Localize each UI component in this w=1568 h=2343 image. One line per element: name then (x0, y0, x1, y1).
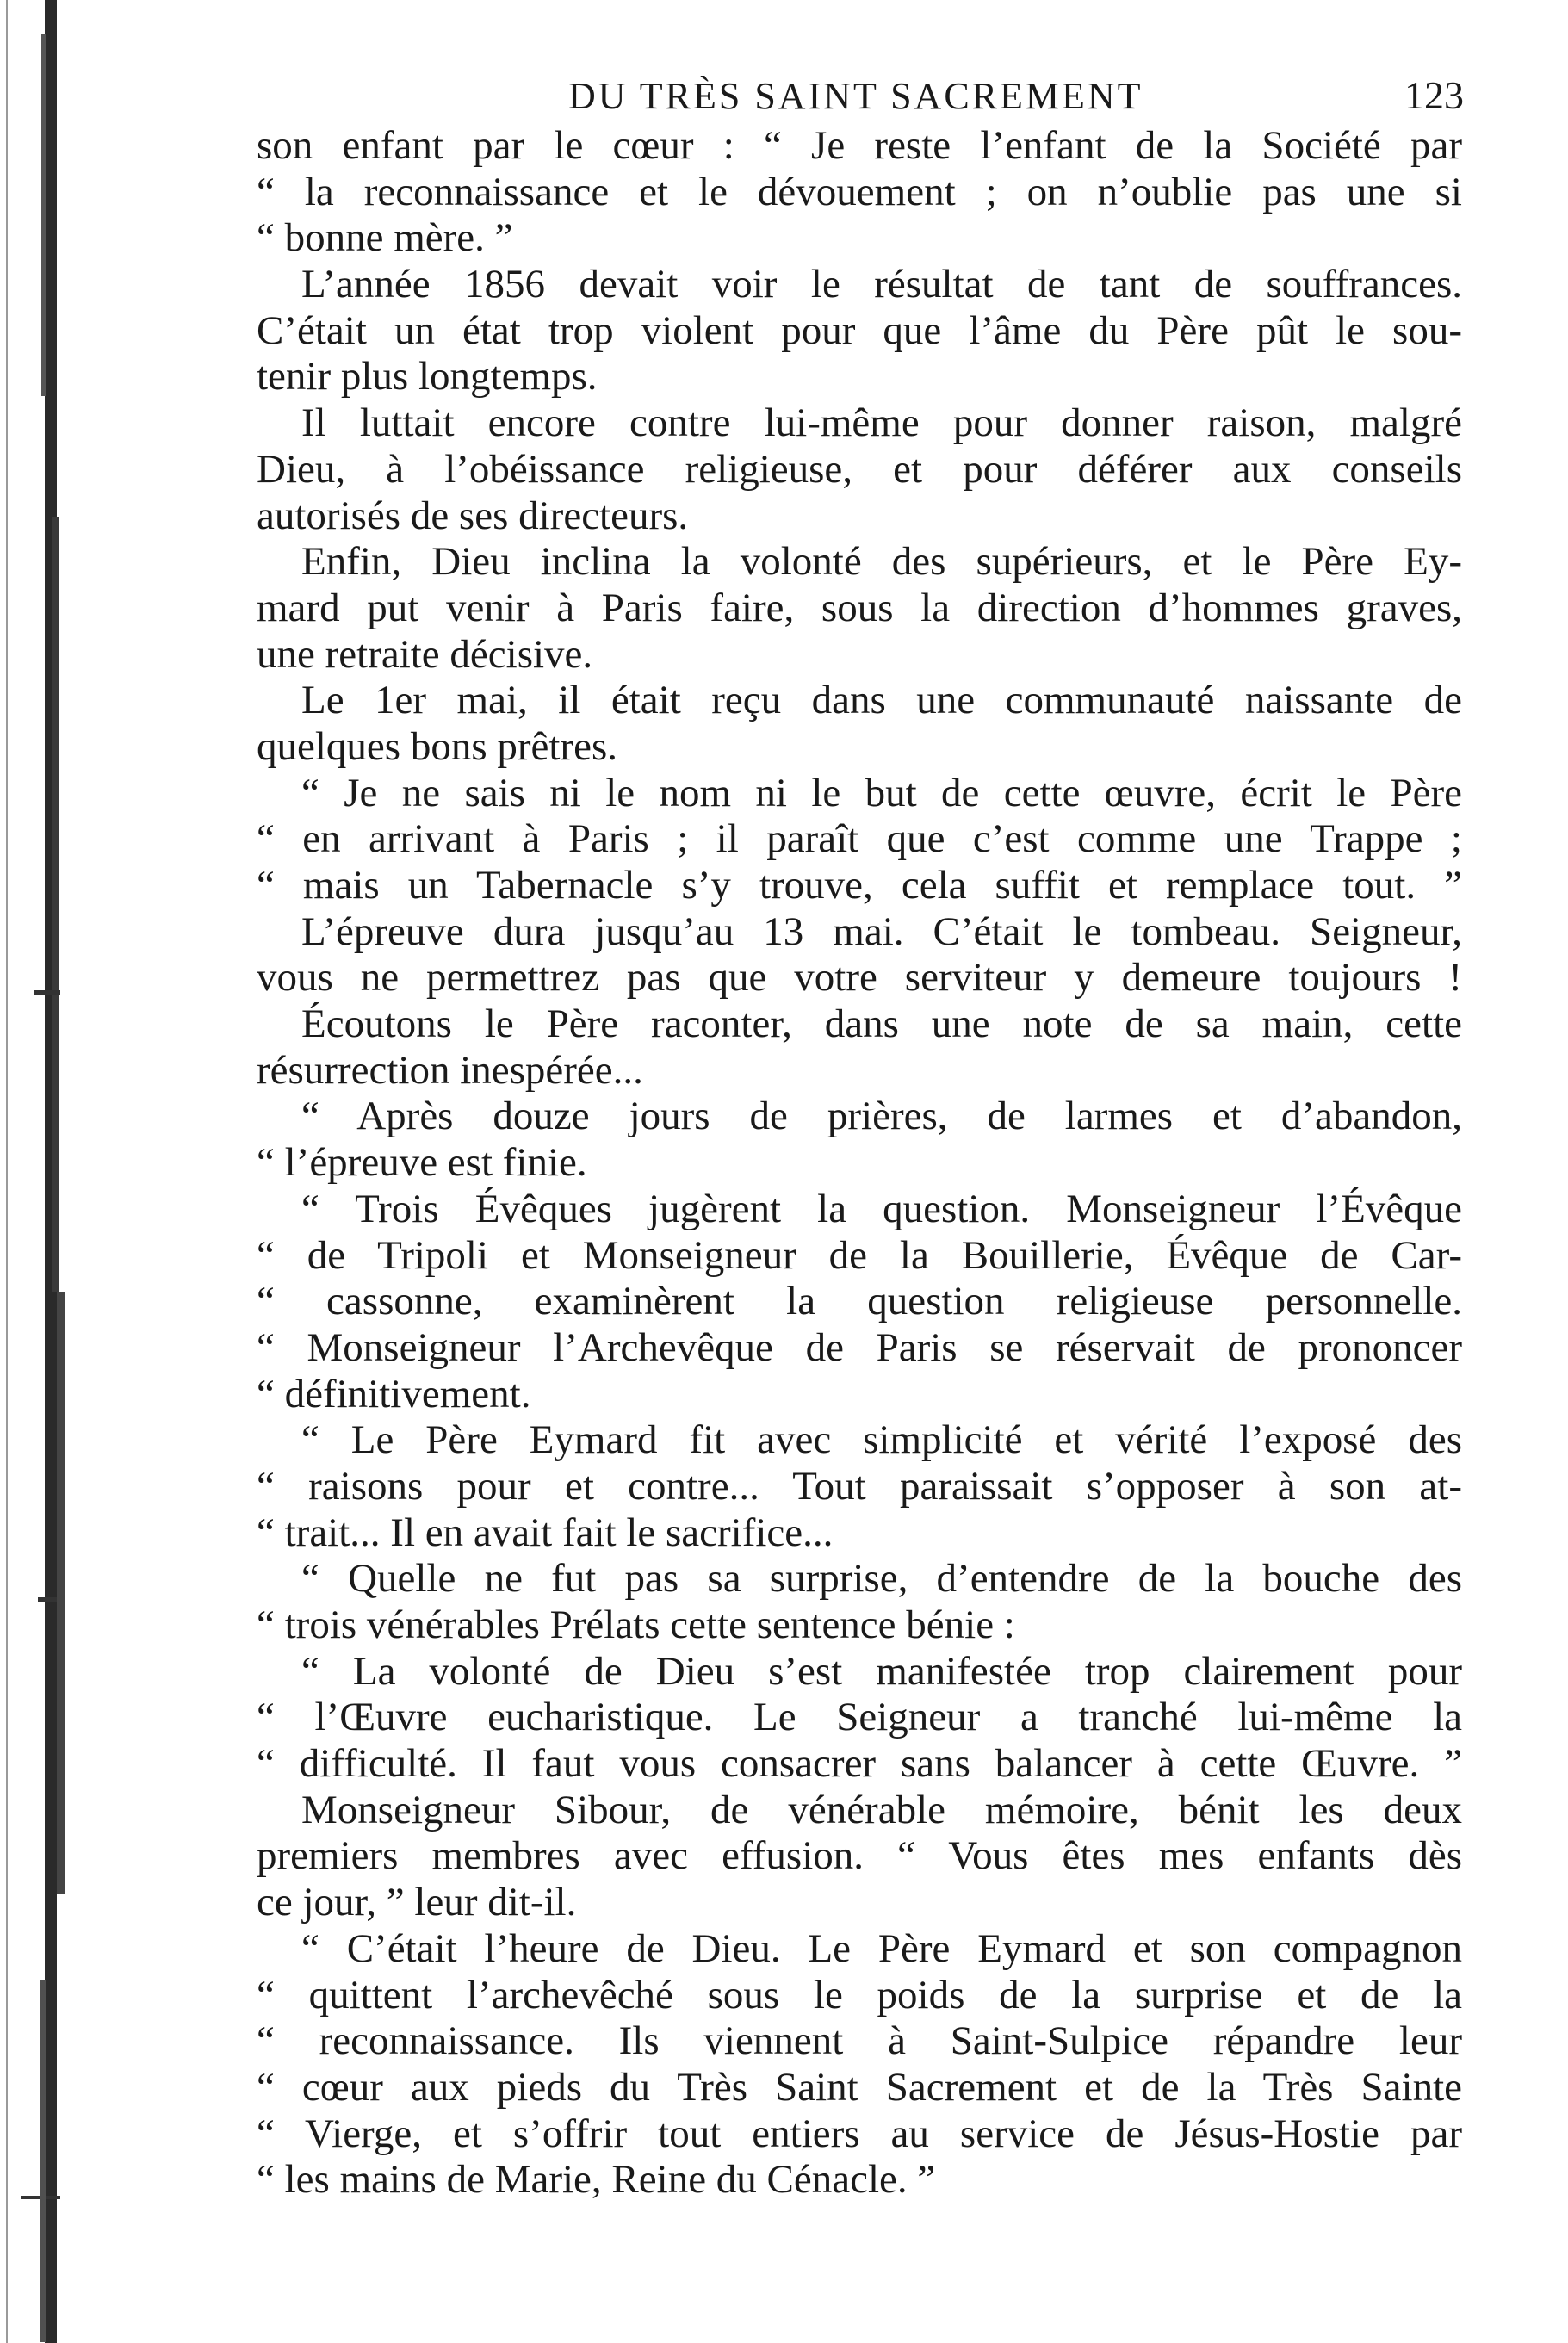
text-line: L’année 1856 devait voir le résultat de tant de souffrances. (301, 262, 1462, 307)
text-line: “ Monseigneur l’Archevêque de Paris se réservait de prononcer (257, 1324, 1462, 1370)
text-line: “ Après douze jours de prières, de larmes et d’abandon, (301, 1094, 1462, 1139)
text-line: tenir plus longtemps. (257, 354, 598, 400)
text-line: “ cassonne, examinèrent la question religieuse personnelle. (257, 1279, 1462, 1324)
text-line: “ C’était l’heure de Dieu. Le Père Eymard et son compagnon (301, 1925, 1462, 1971)
text-line: “ la reconnaissance et le dévouement ; on n’oublie pas une si (257, 169, 1462, 214)
text-line: “ difficulté. Il faut vous consacrer sans balancer à cette Œuvre. ” (257, 1741, 1462, 1787)
text-line: premiers membres avec effusion. “ Vous êtes mes enfants dès (257, 1833, 1462, 1879)
text-line: “ trait... Il en avait fait le sacrifice... (257, 1509, 834, 1555)
text-line: mard put venir à Paris faire, sous la direction d’hommes graves, (257, 585, 1462, 630)
text-line: “ quittent l’archevêché sous le poids de la surprise et de la (257, 1972, 1462, 2018)
text-line: “ l’Œuvre eucharistique. Le Seigneur a tranché lui-même la (257, 1695, 1462, 1740)
binding-edge (0, 0, 95, 2343)
text-line: ce jour, ” leur dit-il. (257, 1880, 577, 1925)
text-line: vous ne permettrez pas que votre serviteur y demeure toujours ! (257, 955, 1462, 1001)
text-line: “ La volonté de Dieu s’est manifestée trop clairement pour (301, 1648, 1462, 1694)
text-line: “ Trois Évêques jugèrent la question. Monseigneur l’Évêque (301, 1186, 1462, 1231)
text-line: “ en arrivant à Paris ; il paraît que c’est comme une Trappe ; (257, 816, 1462, 862)
text-line: “ Le Père Eymard fit avec simplicité et vérité l’exposé des (301, 1417, 1462, 1463)
text-line: son enfant par le cœur : “ Je reste l’enfant de la Société par (257, 123, 1462, 168)
text-line: “ trois vénérables Prélats cette sentence bénie : (257, 1602, 1015, 1647)
text-line: “ cœur aux pieds du Très Saint Sacrement et de la Très Sainte (257, 2064, 1462, 2110)
text-line: une retraite décisive. (257, 631, 593, 677)
text-line: “ Quelle ne fut pas sa surprise, d’entendre de la bouche des (301, 1556, 1462, 1602)
text-line: “ l’épreuve est finie. (257, 1140, 587, 1186)
text-line: “ Vierge, et s’offrir tout entiers au service de Jésus-Hostie par (257, 2111, 1462, 2156)
text-line: “ raisons pour et contre... Tout paraissait s’opposer à son at- (257, 1463, 1462, 1509)
text-line: autorisés de ses directeurs. (257, 493, 689, 538)
body-text (257, 123, 1462, 2204)
text-line: Monseigneur Sibour, de vénérable mémoire, bénit les deux (301, 1787, 1462, 1832)
text-line: “ Je ne sais ni le nom ni le but de cette œuvre, écrit le Père (301, 770, 1462, 815)
text-line: C’était un état trop violent pour que l’âme du Père pût le sou- (257, 307, 1462, 353)
text-line: résurrection inespérée... (257, 1047, 643, 1093)
text-line: “ de Tripoli et Monseigneur de la Bouillerie, Évêque de Car- (257, 1232, 1462, 1278)
text-line: “ les mains de Marie, Reine du Cénacle. ” (257, 2157, 936, 2203)
text-line: “ définitivement. (257, 1371, 531, 1416)
text-line: “ reconnaissance. Ils viennent à Saint-Sulpice répandre leur (257, 2018, 1462, 2064)
page-header (258, 67, 1464, 119)
text-line: Il luttait encore contre lui-même pour donner raison, malgré (301, 400, 1462, 446)
text-line: quelques bons prêtres. (257, 723, 617, 769)
page-number: 123 (1404, 73, 1464, 117)
text-line: “ bonne mère. ” (257, 215, 513, 261)
text-line: L’épreuve dura jusqu’au 13 mai. C’était le tombeau. Seigneur, (301, 908, 1462, 954)
text-line: “ mais un Tabernacle s’y trouve, cela suffit et remplace tout. ” (257, 863, 1462, 908)
text-line: Enfin, Dieu inclina la volonté des supérieurs, et le Père Ey- (301, 539, 1462, 585)
text-line: Le 1er mai, il était reçu dans une communauté naissante de (301, 678, 1462, 723)
running-title: DU TRÈS SAINT SACREMENT (568, 75, 1143, 117)
text-line: Dieu, à l’obéissance religieuse, et pour déférer aux conseils (257, 446, 1462, 492)
text-line: Écoutons le Père raconter, dans une note de sa main, cette (301, 1001, 1462, 1047)
